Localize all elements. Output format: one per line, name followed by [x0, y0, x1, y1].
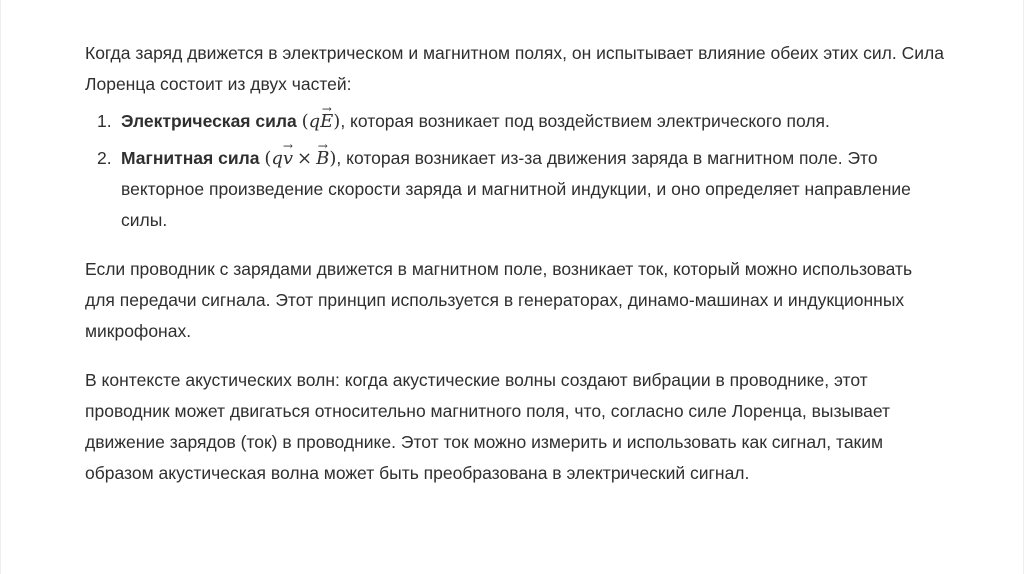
formula-qE [302, 111, 341, 132]
list-item-text: , которая возникает под воздействием электрического поля. [340, 111, 830, 131]
formula-vector-B: → B [316, 143, 329, 174]
slide-content [85, 38, 945, 507]
list-item-text: , которая возникает из-за движения заряда в магнитном поле. Это векторное произведение скорости заряда и магнитной индукции, и оно определяет направление силы. [121, 148, 911, 230]
list-item-electric-force [85, 106, 945, 137]
acoustic-waves-paragraph: В контексте акустических волн: когда акустические волны создают вибрации в проводнике, этот проводник может двигаться относительно магнитного поля, что, согласно силе Лоренца, вызывает движение зарядов (ток) в проводнике. Этот ток можно измерить и использовать как сигнал, таким образом акустическая волна может быть преобразована в электрический сигнал. [85, 370, 891, 483]
formula-q: q [308, 111, 321, 132]
list-number: 2. [97, 148, 112, 168]
formula-vector-E: → E [320, 106, 333, 137]
conductor-paragraph: Если проводник с зарядами движется в магнитном поле, возникает ток, который можно использовать для передачи сигнала. Этот принцип используется в генераторах, динамо-машинах и индукционных микрофонах. [85, 259, 913, 341]
term-electric-force: Электрическая сила [121, 111, 297, 131]
formula-cross-operator: × [297, 148, 313, 169]
lorentz-force-parts-list [85, 106, 945, 236]
formula-q: q [271, 148, 283, 169]
formula-paren-open: ( [264, 148, 272, 169]
formula-qv-cross-B [264, 148, 336, 169]
list-number: 1. [97, 111, 112, 131]
list-item-magnetic-force [85, 143, 945, 236]
term-magnetic-force: Магнитная сила [121, 148, 260, 168]
formula-paren-close: ) [329, 148, 337, 169]
formula-vector-v: → v [283, 143, 293, 174]
formula-paren-close: ) [333, 111, 341, 132]
formula-paren-open: ( [301, 111, 309, 132]
intro-paragraph: Когда заряд движется в электрическом и магнитном полях, он испытывает влияние обеих этих сил. Сила Лоренца состоит из двух частей: [85, 43, 944, 94]
